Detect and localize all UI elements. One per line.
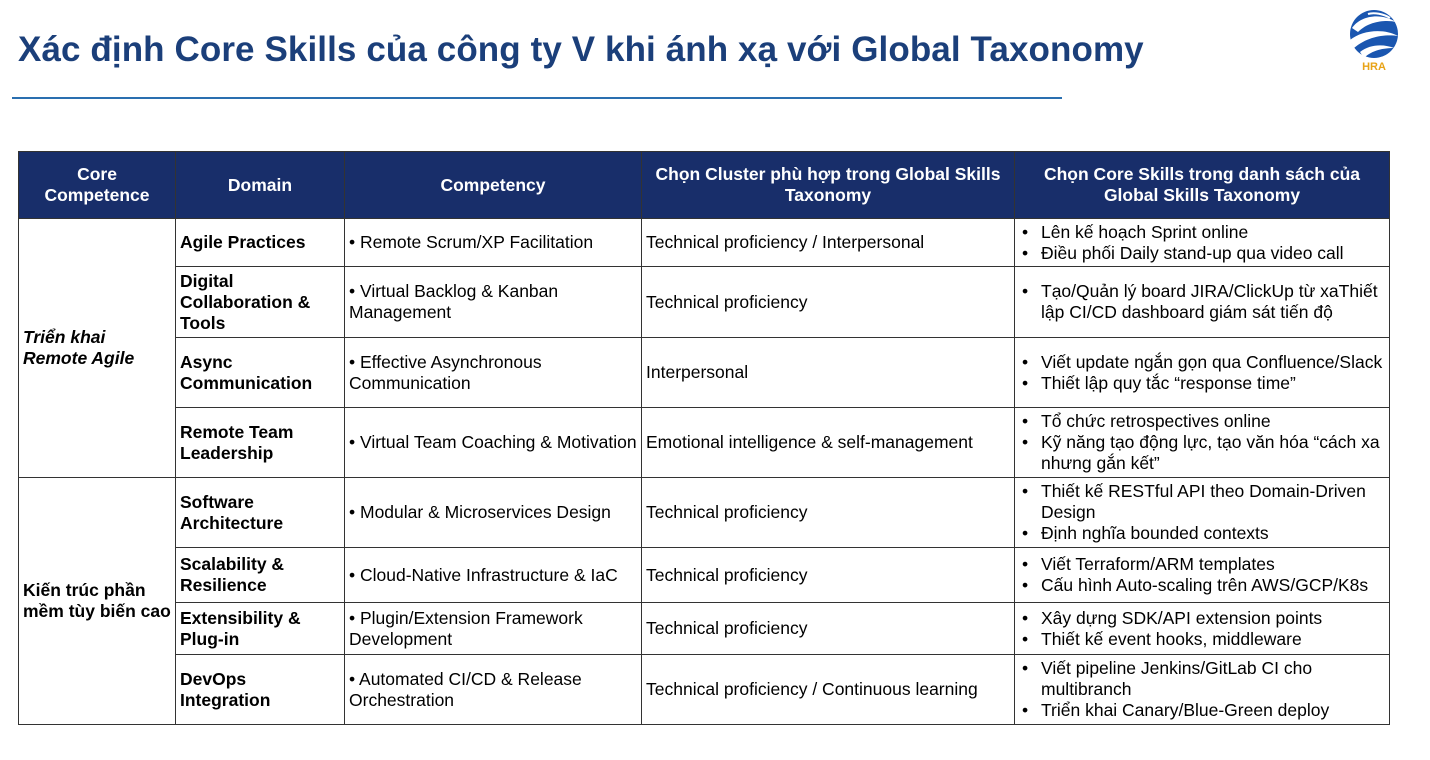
skills-list <box>1019 352 1385 394</box>
skills-list <box>1019 554 1385 596</box>
skills-list <box>1019 481 1385 544</box>
skill-item: • Tạo/Quản lý board JIRA/ClickUp từ xaThiết lập CI/CD dashboard giám sát tiến độ <box>1019 281 1385 323</box>
cluster-cell: Technical proficiency / Interpersonal <box>642 219 1015 267</box>
header-core-competence: Core Competence <box>19 152 176 219</box>
domain-cell: Digital Collaboration & Tools <box>176 267 345 338</box>
skill-item: • Viết Terraform/ARM templates <box>1019 554 1385 575</box>
competency-cell: • Effective Asynchronous Communication <box>345 338 642 408</box>
core-competence-cell: Triển khai Remote Agile <box>19 219 176 478</box>
skill-item: • Điều phối Daily stand-up qua video call <box>1019 243 1385 264</box>
skill-item: • Lên kế hoạch Sprint online <box>1019 222 1385 243</box>
cluster-cell: Technical proficiency / Continuous learning <box>642 655 1015 725</box>
cluster-cell: Technical proficiency <box>642 267 1015 338</box>
skill-item: • Thiết lập quy tắc “response time” <box>1019 373 1385 394</box>
table-row <box>19 338 1390 408</box>
skills-list <box>1019 658 1385 721</box>
table-row <box>19 655 1390 725</box>
header-domain: Domain <box>176 152 345 219</box>
skills-cell <box>1015 408 1390 478</box>
title-underline <box>12 97 1062 99</box>
competency-cell: • Plugin/Extension Framework Development <box>345 603 642 655</box>
skill-item: • Cấu hình Auto-scaling trên AWS/GCP/K8s <box>1019 575 1385 596</box>
competency-cell: • Cloud-Native Infrastructure & IaC <box>345 548 642 603</box>
table-row <box>19 548 1390 603</box>
skill-item: • Viết update ngắn gọn qua Confluence/Slack <box>1019 352 1385 373</box>
cluster-cell: Technical proficiency <box>642 478 1015 548</box>
core-skills-table <box>18 151 1390 725</box>
competency-cell: • Remote Scrum/XP Facilitation <box>345 219 642 267</box>
skill-item: • Triển khai Canary/Blue-Green deploy <box>1019 700 1385 721</box>
table-header-row <box>19 152 1390 219</box>
domain-cell: Scalability & Resilience <box>176 548 345 603</box>
skill-item: • Định nghĩa bounded contexts <box>1019 523 1385 544</box>
competency-cell: • Modular & Microservices Design <box>345 478 642 548</box>
skills-list <box>1019 608 1385 650</box>
table-row <box>19 219 1390 267</box>
cluster-cell: Interpersonal <box>642 338 1015 408</box>
cluster-cell: Emotional intelligence & self-management <box>642 408 1015 478</box>
header-core-skills: Chọn Core Skills trong danh sách của Global Skills Taxonomy <box>1015 152 1390 219</box>
competency-cell: • Virtual Team Coaching & Motivation <box>345 408 642 478</box>
domain-cell: Extensibility & Plug-in <box>176 603 345 655</box>
skills-list <box>1019 411 1385 474</box>
logo-text: HRA <box>1362 61 1386 73</box>
table-row <box>19 478 1390 548</box>
skills-cell <box>1015 219 1390 267</box>
competency-cell: • Automated CI/CD & Release Orchestration <box>345 655 642 725</box>
skill-item: • Tổ chức retrospectives online <box>1019 411 1385 432</box>
hra-logo <box>1340 6 1408 74</box>
globe-icon <box>1350 10 1398 58</box>
core-competence-cell: Kiến trúc phần mềm tùy biến cao <box>19 478 176 725</box>
domain-cell: Remote Team Leadership <box>176 408 345 478</box>
domain-cell: Agile Practices <box>176 219 345 267</box>
skills-cell <box>1015 338 1390 408</box>
header-competency: Competency <box>345 152 642 219</box>
table-row <box>19 603 1390 655</box>
table-row <box>19 408 1390 478</box>
table-row <box>19 267 1390 338</box>
skill-item: • Thiết kế RESTful API theo Domain-Driven Design <box>1019 481 1385 523</box>
skills-list <box>1019 222 1385 264</box>
skill-item: • Thiết kế event hooks, middleware <box>1019 629 1385 650</box>
page-title: Xác định Core Skills của công ty V khi ánh xạ với Global Taxonomy <box>18 30 1144 69</box>
skills-cell <box>1015 603 1390 655</box>
domain-cell: Async Communication <box>176 338 345 408</box>
competency-cell: • Virtual Backlog & Kanban Management <box>345 267 642 338</box>
skill-item: • Xây dựng SDK/API extension points <box>1019 608 1385 629</box>
skill-item: • Viết pipeline Jenkins/GitLab CI cho multibranch <box>1019 658 1385 700</box>
cluster-cell: Technical proficiency <box>642 603 1015 655</box>
skills-cell <box>1015 655 1390 725</box>
header-cluster: Chọn Cluster phù hợp trong Global Skills Taxonomy <box>642 152 1015 219</box>
skills-cell <box>1015 267 1390 338</box>
domain-cell: DevOps Integration <box>176 655 345 725</box>
skills-cell <box>1015 548 1390 603</box>
domain-cell: Software Architecture <box>176 478 345 548</box>
skills-list <box>1019 281 1385 323</box>
cluster-cell: Technical proficiency <box>642 548 1015 603</box>
skills-cell <box>1015 478 1390 548</box>
skill-item: • Kỹ năng tạo động lực, tạo văn hóa “cách xa nhưng gắn kết” <box>1019 432 1385 474</box>
